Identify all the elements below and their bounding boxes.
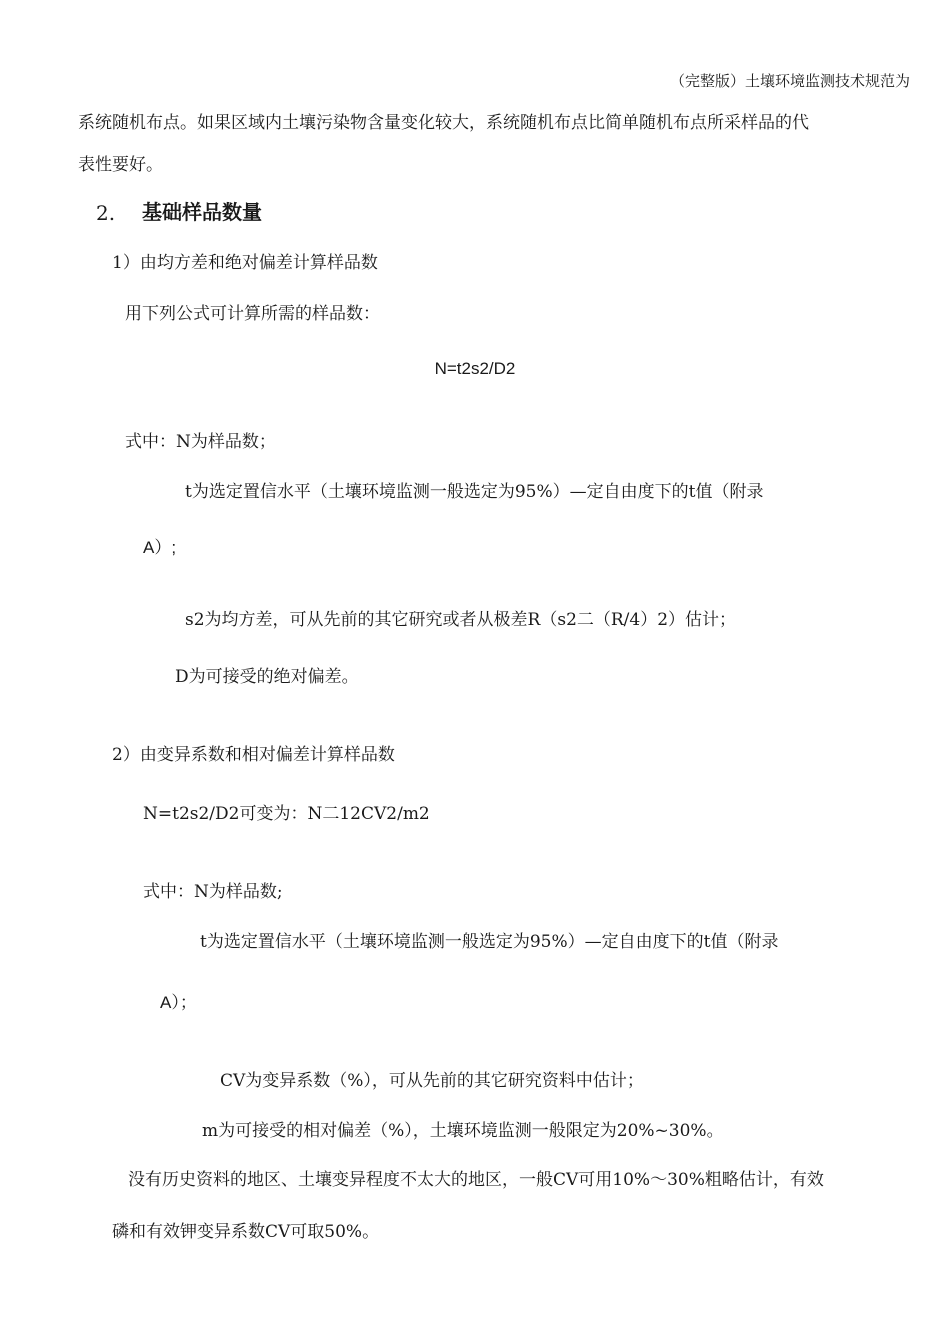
- method1-def-t-line2: A）;: [143, 538, 177, 557]
- method2-def-m: m为可接受的相对偏差（%），土壤环境监测一般限定为20%~30%。: [202, 1121, 724, 1141]
- method1-def-t-line1: t为选定置信水平（土壤环境监测一般选定为95%）—定自由度下的t值（附录: [185, 482, 764, 502]
- method1-heading: 1）由均方差和绝对偏差计算样品数: [112, 253, 378, 273]
- intro-line-1: 系统随机布点。如果区域内土壤污染物含量变化较大，系统随机布点比简单随机布点所采样品的代: [78, 113, 809, 133]
- method2-def-t-line1: t为选定置信水平（土壤环境监测一般选定为95%）—定自由度下的t值（附录: [200, 932, 779, 952]
- closing-line-1: 没有历史资料的地区、土壤变异程度不太大的地区，一般CV可用10%〜30%粗略估计，有效: [128, 1170, 824, 1190]
- intro-line-2: 表性要好。: [78, 155, 163, 175]
- closing-line-2: 磷和有效钾变异系数CV可取50%。: [112, 1222, 380, 1242]
- method2-formula: N=t2s2/D2可变为：N二12CV2/m2: [143, 804, 430, 824]
- section-title: 基础样品数量: [142, 200, 262, 224]
- method2-def-cv: CV为变异系数（%），可从先前的其它研究资料中估计；: [220, 1071, 644, 1091]
- method1-def-s2: s2为均方差，可从先前的其它研究或者从极差R（s2二（R/4）2）估计；: [185, 610, 737, 630]
- method1-intro: 用下列公式可计算所需的样品数：: [125, 304, 380, 324]
- method1-def-d: D为可接受的绝对偏差。: [175, 667, 359, 687]
- method2-def-n: 式中：N为样品数;: [143, 882, 283, 902]
- method2-def-t-line2: A）；: [160, 993, 197, 1012]
- method1-formula: N=t2s2/D2: [434, 359, 516, 378]
- method2-heading: 2）由变异系数和相对偏差计算样品数: [112, 745, 395, 765]
- method1-def-n: 式中：N为样品数；: [125, 432, 276, 452]
- page-header: （完整版）土壤环境监测技术规范为: [669, 72, 910, 90]
- section-number: 2.: [96, 201, 116, 225]
